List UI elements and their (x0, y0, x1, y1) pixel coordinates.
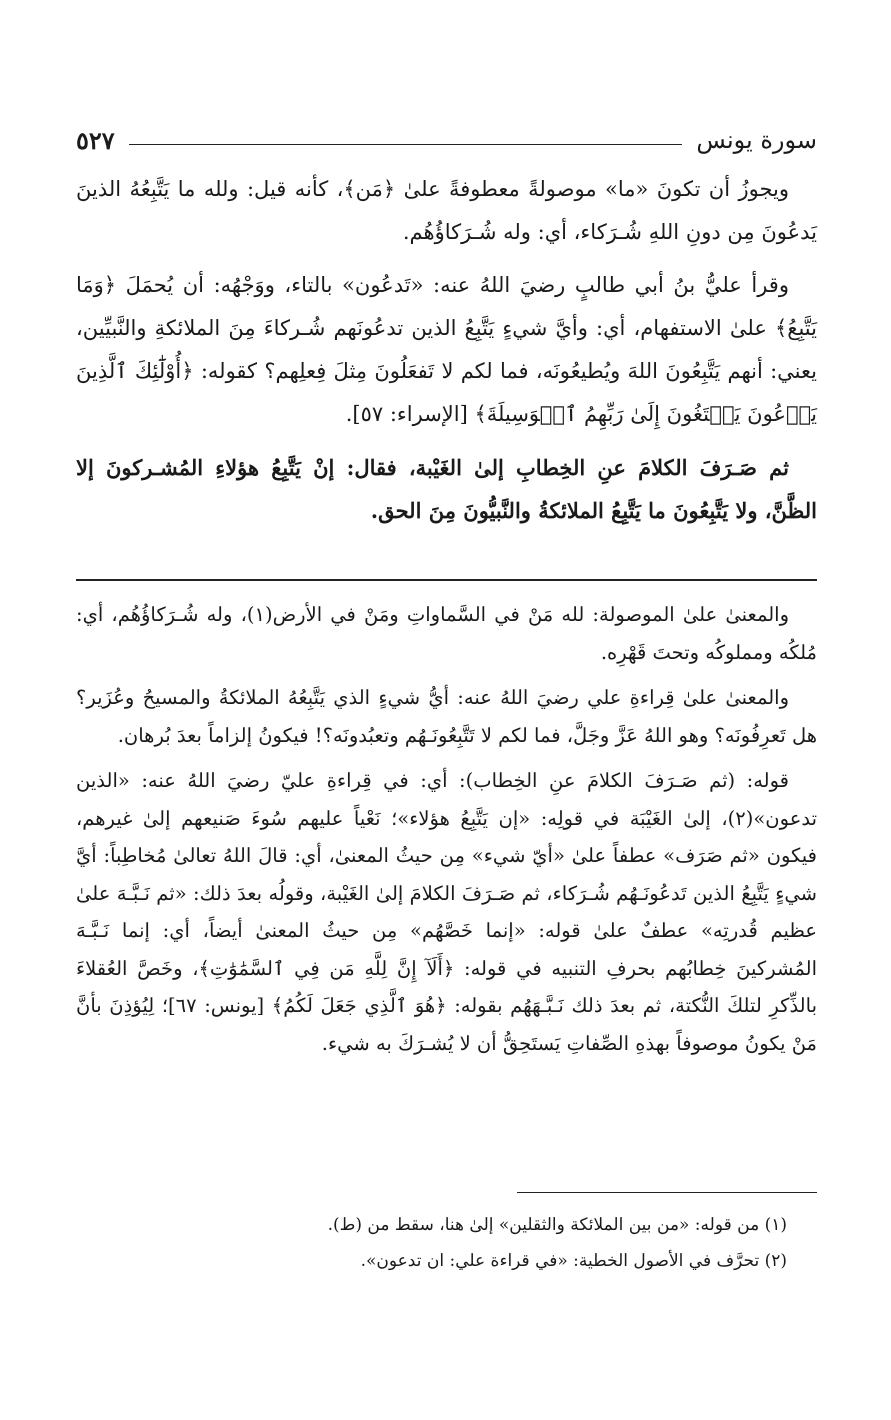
section-divider (76, 579, 817, 581)
commentary-paragraph: والمعنىٰ علىٰ قِراءةِ علي رضيَ اللهُ عنه: أيُّ شيءٍ الذي يَتَّبِعُهُ الملائكةُ والمسيحُ وعُزَير؟ هل تَعرِفُونَه؟ وهو اللهُ عَزَّ وجَلَّ، فما لكم لا تَتَّبِعُونَـهُم وتعبُدونَه؟! فيكونُ إلزاماً بعدَ بُرهان. (76, 686, 817, 747)
header-rule (129, 144, 683, 145)
footnotes (76, 1210, 817, 1282)
main-paragraph: ويجوزُ أن تكونَ «ما» موصولةً معطوفةً علىٰ ﴿مَن﴾، كأنه قيل: ولله ما يَتَّبِعُهُ الذينَ يَدعُونَ مِن دونِ اللهِ شُـرَكاء، أي: وله شُـرَكاؤُهُم. (76, 177, 817, 244)
main-paragraph: وقرأ عليُّ بنُ أبي طالبٍ رضيَ اللهُ عنه: «تَدعُون» بالتاء، ووَجْهُه: أن يُحمَلَ ﴿وَمَا يَتَّبِعُ﴾ علىٰ الاستفهام، أي: وأيَّ شيءٍ يَتَّبِعُ الذين تدعُونَهم شُـركاءَ مِنَ الملائكةِ والنَّبيِّين، يعني: أنهم يَتَّبِعُونَ اللهَ ويُطيعُونَه، فما لكم لا تَفعَلُونَ مِثلَ فِعلِهم؟ كقوله: ﴿أُوْلَٰٓئِكَ ٱلَّذِينَ يَدۡعُونَ يَبۡتَغُونَ إِلَىٰ رَبِّهِمُ ٱلۡوَسِيلَةَ﴾ [الإسراء: ٥٧]. (76, 273, 817, 426)
commentary-paragraph: قوله: (ثم صَـرَفَ الكلامَ عنِ الخِطاب): أي: في قِراءةِ عليّ رضيَ اللهُ عنه: «الذين تدعون»(٢)، إلىٰ الغَيْبَة في قولِه: «إن يَتَّبِعُ هؤلاء»؛ نَعْياً عليهم سُوءَ صَنيعهم إلىٰ غيرهم، فيكون «ثم صَرَف» عطفاً علىٰ «أيّ شيء» مِن حيثُ المعنىٰ، أي: قالَ اللهُ تعالىٰ مُخاطِباً: أيَّ شيءٍ يَتَّبِعُ الذين تَدعُونَـهُم شُـرَكاء، ثم صَـرَفَ الكلامَ إلىٰ الغَيْبة، وقولُه بعدَ ذلك: «ثم نَـبَّـهَ علىٰ عظيم قُدرتِه» عطفٌ علىٰ قوله: «إنما خَصَّهُم» مِن حيثُ المعنىٰ أيضاً، أي: إنما نَـبَّـهَ المُشركينَ خِطابُهم بحرفِ التنبيه في قوله: ﴿أَلَآ إِنَّ لِلَّهِ مَن فِي ٱلسَّمَٰوَٰتِ﴾، وخَصَّ العُقلاءَ بالذِّكرِ لتلكَ النُّكتة، ثم بعدَ ذلك نَـبَّـهَهُم بقوله: ﴿هُوَ ٱلَّذِي جَعَلَ لَكُمُ﴾ [يونس: ٦٧]؛ لِيُؤذِنَ بأنَّ مَنْ يكونُ موصوفاً بهذهِ الصِّفاتِ يَستَحِقُّ أن لا يُشـرَكَ به شيء. (76, 769, 817, 1055)
footnote: (٢) تحرَّف في الأصول الخطية: «في قراءة علي: ان تدعون». (360, 1251, 787, 1271)
footnote-rule (517, 1192, 817, 1193)
page-header (76, 120, 817, 160)
commentary-text (76, 596, 817, 1070)
main-text (76, 168, 817, 542)
surah-title: سورة يونس (696, 126, 817, 154)
footnote: (١) من قوله: «من بين الملائكة والثقلين» إلىٰ هنا، سقط من (ط). (327, 1215, 787, 1235)
page-number: ٥٢٧ (76, 125, 115, 155)
commentary-paragraph: والمعنىٰ علىٰ الموصولة: لله مَنْ في السَّماواتِ ومَنْ في الأرض(١)، وله شُـرَكاؤُهُم، أي: مُلكُه ومملوكُه وتحتَ قَهْرِه. (76, 603, 817, 664)
main-paragraph: ثم صَـرَفَ الكلامَ عنِ الخِطابِ إلىٰ الغَيْبة، فقال: إنْ يَتَّبِعُ هؤلاءِ المُشـركونَ إلا الظَّنَّ، ولا يَتَّبِعُونَ ما يَتَّبِعُ الملائكةُ والنَّبيُّونَ مِنَ الحق. (76, 455, 817, 523)
